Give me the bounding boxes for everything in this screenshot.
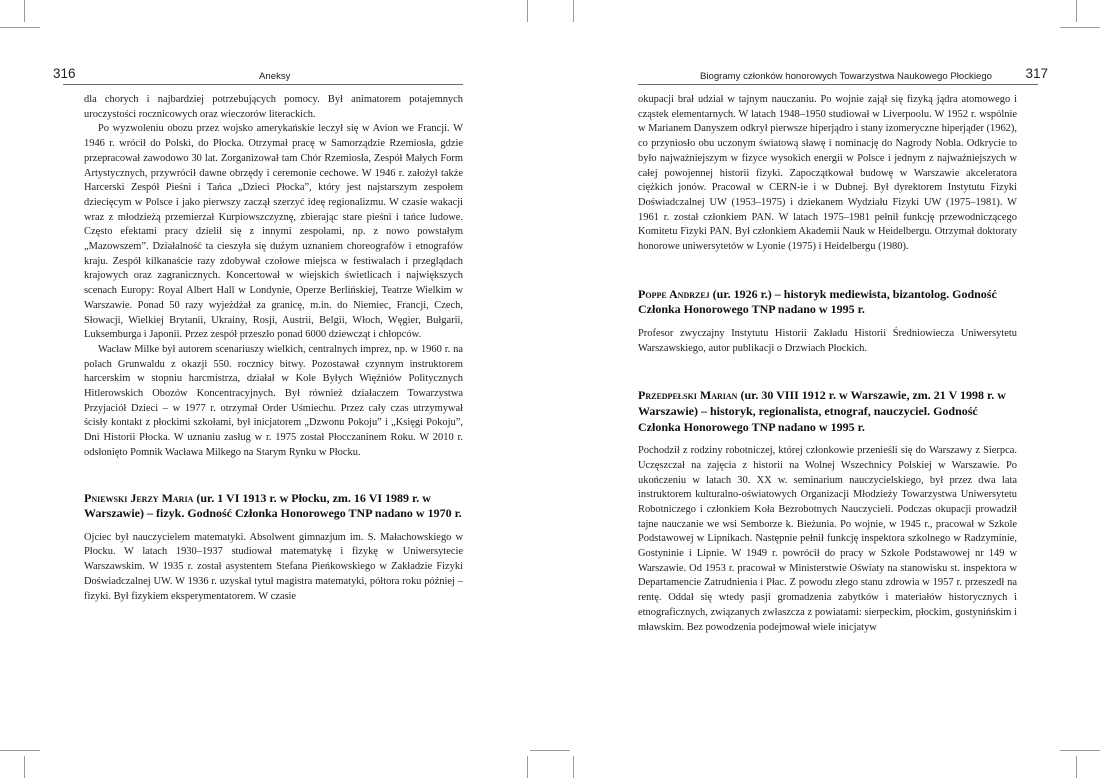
entry-heading-rest: (ur. 30 VIII 1912 r. w Warszawie, zm. 21 V 1998 r. w Warszawie) – historyk, regionalista, etnograf, nauczyciel. Godność Członka Honorowego TNP nadano w 1995 r. <box>638 388 1006 434</box>
crop-mark <box>573 0 574 22</box>
entry-heading <box>638 388 1017 435</box>
crop-mark <box>1060 27 1100 28</box>
crop-mark <box>530 750 570 751</box>
entry-text: Pochodził z rodziny robotniczej, której członkowie przenieśli się do Warszawy z Sierpca. Uczęszczał na zajęcia z historii na Wolnej Wszechnicy Polskiej w Warszawie. Po ukończeniu w latach 30. XX w. seminarium nauczycielskiego, był przez dwa lata instruktorem kulturalno-oświatowych Organizacji Młodzieży Towarzystwa Uniwersytetu Robotniczego i członkiem Koła Bezrobotnych Nauczycieli. Podczas okupacji prowadził tajne nauczanie we wsi Semborze k. Bieżunia. Po wojnie, w 1945 r., pracował w Szkole Podstawowej w Lipnikach. Następnie pełnił funkcję inspektora szkolnego w Radzyminie, Gostyninie i Lipnie. W 1949 r. powrócił do pracy w Szkole Podstawowej nr 149 w Warszawie. Od 1953 r. pracował w Ministerstwie Oświaty na stanowisku st. inspektora w Departamencie Zatrudnienia i Płac. Z powodu złego stanu zdrowia w 1957 r. przeszedł na rentę. Oddał się wtedy pasji gromadzenia zabytków i materiałów historycznych i etnograficznych, związanych zwłaszcza z powiatami: sierpeckim, płockim, gostynińskim i mławskim. Bez powodzenia podejmował wiele inicjatyw <box>638 445 1017 633</box>
crop-mark <box>1076 0 1077 22</box>
running-head: Biogramy członków honorowych Towarzystwa Naukowego Płockiego <box>699 71 992 82</box>
crop-mark <box>573 756 574 778</box>
page-number: 317 <box>1025 66 1048 81</box>
crop-mark <box>1076 756 1077 778</box>
entry-heading-rest: (ur. 1926 r.) – historyk mediewista, bizantolog. Godność Członka Honorowego TNP nadano w 1995 r. <box>638 286 997 317</box>
paragraph: Po wyzwoleniu obozu przez wojsko amerykańskie leczył się w Avion we Francji. W 1946 r. wrócił do Polski, do Płocka. Otrzymał pracę w Samorządzie Rzemiosła, gdzie przepracował zawodowo 30 lat. Zorganizował tam Chór Rzemiosła, Zespół Małych Form Artystycznych, przywrócił dawne obrzędy i ceremonie cechowe. W 1946 r. założył także Harcerski Zespół Pieśni i Tańca „Dzieci Płocka”, który jest najstarszym zespołem dziecięcym w Polsce i jako pierwszy zaczął szerzyć ideę regionalizmu. W czasie wakacji wraz z młodzieżą przemierzał Kurpiowszczyznę, zbierając stare pieśni i tańce ludowe. Często efektami pracy dzielił się z innymi zespołami, np. z nowo powstałym „Mazowszem”. Działalność ta cieszyła się dużym uznaniem choreografów i etnografów kraju. Zespół kilkanaście razy zdobywał czołowe miejsca w festiwalach i przeglądach krajowych oraz zagranicznych. Koncertował w wiejskich świetlicach i największych scenach Europy: Royal Albert Hall w Londynie, Operze Berlińskiej, Teatrze Wielkim w Warszawie. Ponad 50 razy wyjeżdżał za granicę, m.in. do Niemiec, Francji, Czech, Słowacji, Wielkiej Brytanii, Ukrainy, Rosji, Austrii, Belgii, Włoch, Węgier, Bułgarii, Luksemburga i Japonii. Przez zespół przeszło ponad 6000 dziewcząt i chłopców. <box>84 123 463 341</box>
page-header <box>53 66 463 85</box>
paragraph: Wacław Milke był autorem scenariuszy wielkich, centralnych imprez, np. w 1960 r. na polach Grunwaldu z okazji 550. rocznicy bitwy. Pozostawał czynnym instruktorem harcerskim w stopniu harcmistrza, działał w Kole Byłych Więźniów Politycznych Hitlerowskich Obozów Koncentracyjnych. Był również działaczem Towarzystwa Przyjaciół Dzieci – w 1977 r. otrzymał Order Uśmiechu. Przez cały czas utrzymywał ścisły kontakt z płockimi szkołami, był inicjatorem „Dzwonu Pokoju” i „Księgi Pokoju”, Dni Historii Płocka. W uznaniu zasług w r. 1975 został Płocczaninem Roku. W 2010 r. odsłonięto Pomnik Wacława Milkego na Starym Rynku w Płocku. <box>84 343 463 458</box>
crop-mark <box>24 756 25 778</box>
entry-heading <box>84 491 463 522</box>
crop-mark <box>0 27 40 28</box>
entry-name: Poppe Andrzej <box>638 286 710 301</box>
page-body <box>84 93 463 604</box>
running-head: Aneksy <box>259 71 291 82</box>
page-number: 316 <box>53 66 76 81</box>
entry-heading <box>638 287 1017 318</box>
crop-mark <box>527 0 528 22</box>
entry-name: Przedpełski Marian <box>638 388 738 403</box>
crop-mark <box>24 0 25 22</box>
crop-mark <box>527 756 528 778</box>
entry-name: Pniewski Jerzy Maria <box>84 490 194 505</box>
paragraph: dla chorych i najbardziej potrzebujących pomocy. Był animatorem potajemnych uroczystości rocznicowych oraz wieczorów literackich. <box>84 94 463 120</box>
page-header <box>638 66 1048 85</box>
entry-text: Ojciec był nauczycielem matematyki. Absolwent gimnazjum im. S. Małachowskiego w Płocku. W latach 1930–1937 studiował matematykę i fizykę w Uniwersytecie Warszawskim. W 1935 r. został asystentem Stefana Pieńkowskiego w Zakładzie Fizyki Doświadczalnej UW. W 1936 r. uzyskał tytuł magistra matematyki, półtora roku później – fizyki. Był fizykiem eksperymentatorem. W czasie <box>84 531 463 602</box>
entry-text: Profesor zwyczajny Instytutu Historii Zakładu Historii Średniowiecza Uniwersytetu Warszawskiego, autor publikacji o Drzwiach Płockich. <box>638 327 1017 354</box>
entry-heading-rest: (ur. 1 VI 1913 r. w Płocku, zm. 16 VI 1989 r. w Warszawie) – fizyk. Godność Członka Honorowego TNP nadano w 1970 r. <box>84 490 462 521</box>
crop-mark <box>0 750 40 751</box>
crop-mark <box>1060 750 1100 751</box>
page-body <box>638 93 1017 635</box>
paragraph: okupacji brał udział w tajnym nauczaniu. Po wojnie zajął się fizyką jądra atomowego i cząstek elementarnych. W latach 1948–1950 studiował w Liverpoolu. W 1952 r. wspólnie w Marianem Danyszem odkrył pierwsze hiperjądro i stany izomeryczne hiperjąder (1962), co przyniosło obu uczonym światową sławę i nominację do Nagrody Nobla. Odkrycie to było najważniejszym w fizyce wysokich energii w Polsce i jednym z najważniejszych w całej powojennej historii fizyki. Zapoczątkował budowę w Warszawie akceleratora ciężkich jonów. Pracował w CERN-ie i w Dubnej. Był dyrektorem Instytutu Fizyki Doświadczalnej UW (1953–1975) i dziekanem Wydziału Fizyki UW (1975–1981). W 1961 r. został członkiem PAN. W latach 1975–1981 pełnił funkcję przewodniczącego Komitetu Fizyki PAN. Był członkiem Akademii Nauk w Heidelbergu. Otrzymał doktoraty honorowe uniwersytetów w Lyonie (1975) i Heidelbergu (1980). <box>638 94 1017 253</box>
